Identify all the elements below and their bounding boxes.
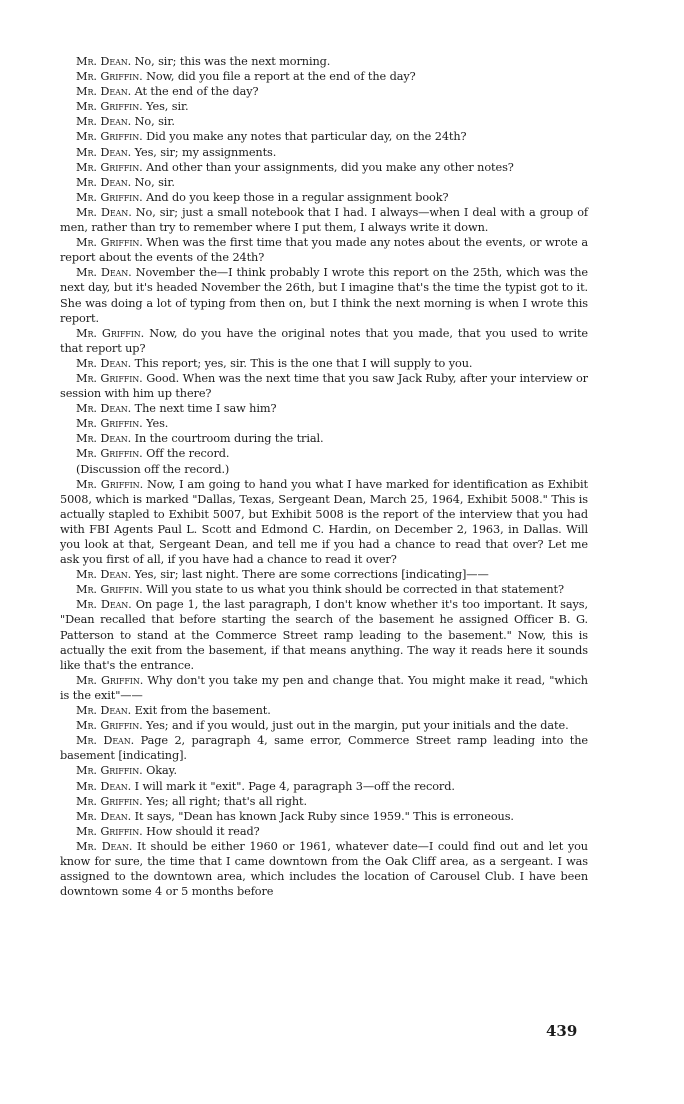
speaker-name: Mr. Griffin. xyxy=(76,70,143,84)
speaker-name: Mr. Dean. xyxy=(76,432,132,446)
speaker-name: Mr. Dean. xyxy=(76,85,132,99)
paragraph-text: When was the first time that you made any notes about the events, or wrote a report about the events of the 24th? xyxy=(60,236,588,265)
testimony-paragraph xyxy=(60,431,588,446)
paragraph-text: It says, "Dean has known Jack Ruby since 1959." This is erroneous. xyxy=(134,809,514,823)
paragraph-text: Yes, sir; last night. There are some corrections [indicating]—— xyxy=(134,568,489,582)
paragraph-text: In the courtroom during the trial. xyxy=(134,432,324,446)
paragraph-text: It should be either 1960 or 1961, whatever date—I could find out and let you know for sure, the time that I came downtown from the Oak Cliff area, as a sergeant. I was assigned to the downtown area, which includes the location of Carousel Club. I have been downtown some 4 or 5 months before xyxy=(60,839,588,899)
paragraph-text: Off the record. xyxy=(146,447,230,461)
paragraph-text: On page 1, the last paragraph, I don't know whether it's too important. It says, "Dean recalled that before starting the search of the basement he assigned Officer B. G. Patterson to stand at the Commerce Street ramp leading to the basement." Now, this is actually the exit from the basement, if that means anything. The way it reads here it sounds like that's the entrance. xyxy=(60,598,588,672)
speaker-name: Mr. Dean. xyxy=(76,266,132,280)
paragraph-text: Page 2, paragraph 4, same error, Commerce Street ramp leading into the basement [indicating]. xyxy=(60,734,589,763)
speaker-name: Mr. Griffin. xyxy=(76,824,143,838)
testimony-paragraph xyxy=(60,763,588,778)
testimony-paragraph xyxy=(60,597,588,672)
paragraph-text: Exit from the basement. xyxy=(134,704,271,718)
testimony-paragraph xyxy=(60,401,588,416)
paragraph-text: Now, I am going to hand you what I have marked for identification as Exhibit 5008, which is marked "Dallas, Texas, Sergeant Dean, March 25, 1964, Exhibit 5008." This is actually stapled to Exhibit 5007, but Exhibit 5008 is the report of the interview that you had with FBI Agents Paul L. Scott and Edmond C. Hardin, on December 2, 1963, in Dallas. Will you look at that, Sergeant Dean, and tell me if you had a chance to read that over? Let me ask you first of all, if you have had a chance to read it over? xyxy=(60,477,588,567)
paragraph-text: Now, did you file a report at the end of the day? xyxy=(146,70,416,84)
speaker-name: Mr. Griffin. xyxy=(76,417,143,431)
paragraph-text: Good. When was the next time that you saw Jack Ruby, after your interview or session with him up there? xyxy=(60,371,588,401)
page-number: 439 xyxy=(546,1022,578,1040)
speaker-name: Mr. Dean. xyxy=(76,809,132,823)
speaker-name: Mr. Dean. xyxy=(76,115,132,129)
paragraph-text: No, sir. xyxy=(134,175,175,189)
speaker-name: Mr. Griffin. xyxy=(76,719,143,733)
testimony-paragraph xyxy=(60,356,588,371)
paragraph-text: November the—I think probably I wrote this report on the 25th, which was the next day, but it's headed November the 26th, but I imagine that's the time the typist got to it. She was doing a lot of typing from then on, but I think the next morning is when I wrote this report. xyxy=(60,266,588,325)
testimony-paragraph xyxy=(60,673,588,703)
testimony-paragraph xyxy=(60,326,588,356)
speaker-name: Mr. Dean. xyxy=(76,145,132,159)
paragraph-text: The next time I saw him? xyxy=(134,402,277,416)
paragraph-text: At the end of the day? xyxy=(134,85,259,99)
testimony-paragraph xyxy=(60,99,588,114)
testimony-paragraph xyxy=(60,54,588,69)
testimony-paragraph xyxy=(60,235,588,265)
speaker-name: Mr. Griffin. xyxy=(76,326,145,340)
speaker-name: Mr. Griffin. xyxy=(76,583,143,597)
paragraph-text: Will you state to us what you think should be corrected in that statement? xyxy=(146,583,564,597)
testimony-paragraph xyxy=(60,145,588,160)
testimony-paragraph xyxy=(60,175,588,190)
testimony-paragraph xyxy=(60,582,588,597)
speaker-name: Mr. Griffin. xyxy=(76,477,144,491)
paragraph-text: I will mark it "exit". Page 4, paragraph 3—off the record. xyxy=(134,779,455,793)
paragraph-text: Yes; all right; that's all right. xyxy=(146,794,307,808)
testimony-paragraph xyxy=(60,129,588,144)
paragraph-text: Okay. xyxy=(146,764,177,778)
testimony-paragraph xyxy=(60,69,588,84)
testimony-paragraph xyxy=(60,824,588,839)
paragraph-text: No, sir; just a small notebook that I had. I always—when I deal with a group of men, rather than try to remember where I put them, I always write it down. xyxy=(60,205,588,235)
paragraph-text: Did you make any notes that particular day, on the 24th? xyxy=(146,130,467,144)
paragraph-text: Yes, sir; my assignments. xyxy=(134,145,277,159)
paragraph-text: Why don't you take my pen and change that. You might make it read, "which is the exit"—— xyxy=(60,673,588,702)
paragraph-text: This report; yes, sir. This is the one that I will supply to you. xyxy=(134,356,473,370)
speaker-name: Mr. Dean. xyxy=(76,779,132,793)
speaker-name: Mr. Griffin. xyxy=(76,447,143,461)
testimony-paragraph xyxy=(60,160,588,175)
paragraph-text: Now, do you have the original notes that you made, that you used to write that report up? xyxy=(60,326,588,355)
testimony-paragraph xyxy=(60,190,588,205)
testimony-paragraph xyxy=(60,809,588,824)
paragraph-text: (Discussion off the record.) xyxy=(76,462,230,476)
paragraph-text: How should it read? xyxy=(146,824,260,838)
speaker-name: Mr. Dean. xyxy=(76,734,135,748)
testimony-paragraph xyxy=(60,779,588,794)
paragraph-text: No, sir; this was the next morning. xyxy=(134,55,331,68)
speaker-name: Mr. Griffin. xyxy=(76,100,143,114)
speaker-name: Mr. Griffin. xyxy=(76,130,143,144)
speaker-name: Mr. Dean. xyxy=(76,175,132,189)
speaker-name: Mr. Dean. xyxy=(76,205,132,219)
speaker-name: Mr. Dean. xyxy=(76,356,132,370)
testimony-text xyxy=(60,54,588,899)
testimony-paragraph xyxy=(60,733,588,763)
testimony-paragraph xyxy=(60,84,588,99)
testimony-paragraph xyxy=(60,462,588,477)
paragraph-text: No, sir. xyxy=(134,115,175,129)
speaker-name: Mr. Dean. xyxy=(76,568,132,582)
speaker-name: Mr. Griffin. xyxy=(76,190,143,204)
testimony-paragraph xyxy=(60,114,588,129)
testimony-paragraph xyxy=(60,703,588,718)
speaker-name: Mr. Griffin. xyxy=(76,794,143,808)
testimony-paragraph xyxy=(60,477,588,568)
speaker-name: Mr. Griffin. xyxy=(76,371,143,385)
testimony-paragraph xyxy=(60,446,588,461)
speaker-name: Mr. Griffin. xyxy=(76,160,143,174)
paragraph-text: Yes; and if you would, just out in the margin, put your initials and the date. xyxy=(146,719,569,733)
speaker-name: Mr. Dean. xyxy=(76,55,132,68)
speaker-name: Mr. Griffin. xyxy=(76,236,143,250)
testimony-paragraph xyxy=(60,371,588,401)
testimony-paragraph xyxy=(60,416,588,431)
testimony-paragraph xyxy=(60,839,588,899)
paragraph-text: And do you keep those in a regular assignment book? xyxy=(146,190,449,204)
testimony-paragraph xyxy=(60,567,588,582)
testimony-paragraph xyxy=(60,794,588,809)
testimony-paragraph xyxy=(60,718,588,733)
paragraph-text: And other than your assignments, did you make any other notes? xyxy=(146,160,514,174)
testimony-paragraph xyxy=(60,205,588,235)
speaker-name: Mr. Dean. xyxy=(76,839,133,853)
speaker-name: Mr. Dean. xyxy=(76,402,132,416)
speaker-name: Mr. Griffin. xyxy=(76,764,143,778)
paragraph-text: Yes. xyxy=(146,417,169,431)
paragraph-text: Yes, sir. xyxy=(146,100,189,114)
speaker-name: Mr. Dean. xyxy=(76,598,132,612)
testimony-paragraph xyxy=(60,265,588,325)
speaker-name: Mr. Griffin. xyxy=(76,673,144,687)
speaker-name: Mr. Dean. xyxy=(76,704,132,718)
